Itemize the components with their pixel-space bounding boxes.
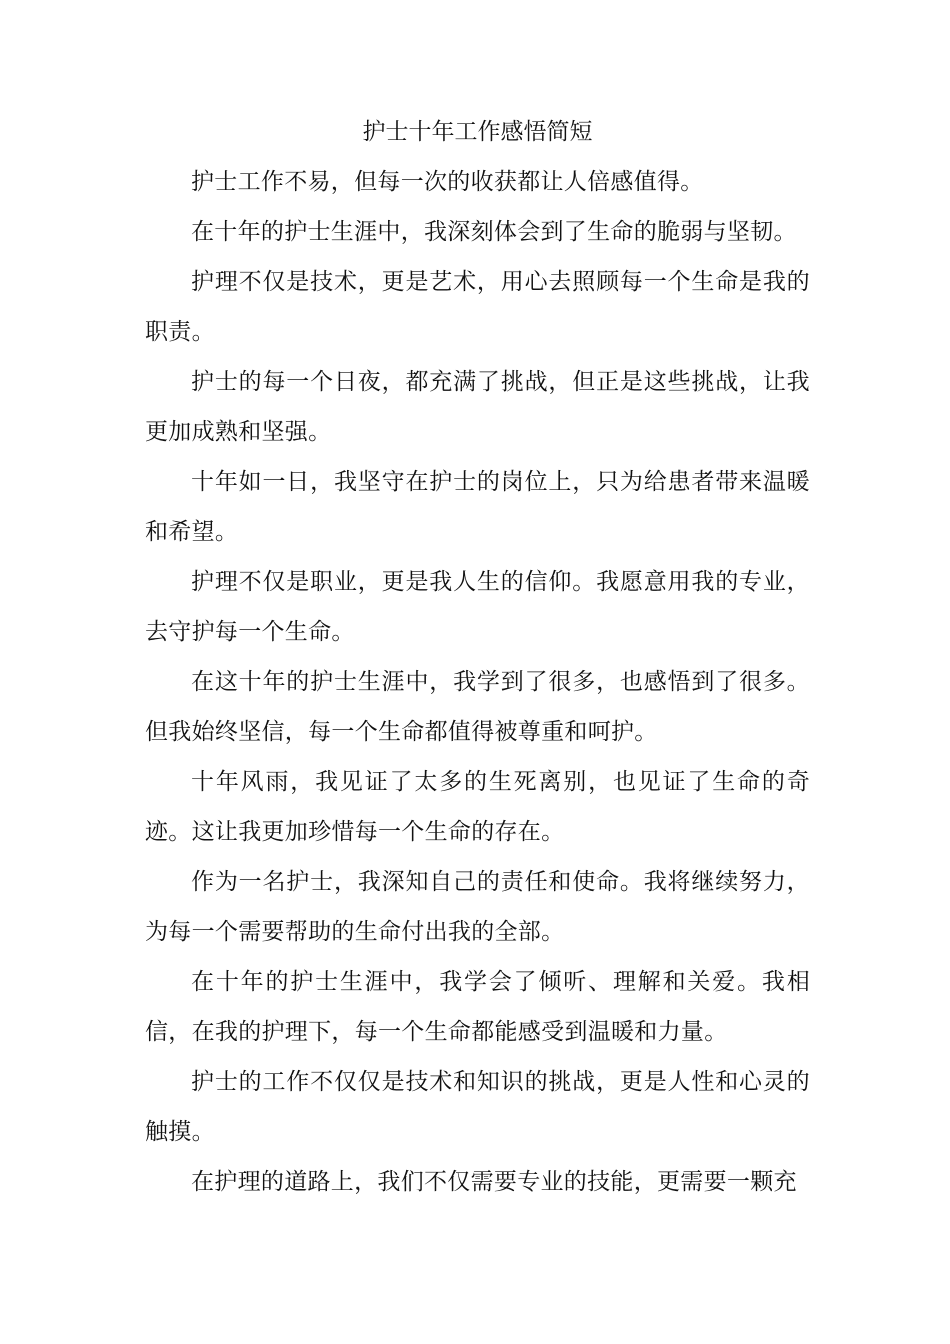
paragraph: 在这十年的护士生涯中，我学到了很多，也感悟到了很多。但我始终坚信，每一个生命都值得被尊重和呵护。 xyxy=(145,669,810,745)
paragraph: 护士工作不易，但每一次的收获都让人倍感值得。 xyxy=(191,169,704,195)
paragraph: 十年风雨，我见证了太多的生死离别，也见证了生命的奇迹。这让我更加珍惜每一个生命的存在。 xyxy=(145,769,810,845)
paragraph: 护理不仅是职业，更是我人生的信仰。我愿意用我的专业，去守护每一个生命。 xyxy=(145,569,810,645)
document-title: 护士十年工作感悟简短 xyxy=(362,119,593,145)
paragraph: 护士的工作不仅仅是技术和知识的挑战，更是人性和心灵的触摸。 xyxy=(145,1069,810,1145)
paragraph: 在十年的护士生涯中，我深刻体会到了生命的脆弱与坚韧。 xyxy=(191,219,797,245)
paragraph: 十年如一日，我坚守在护士的岗位上，只为给患者带来温暖和希望。 xyxy=(145,469,810,545)
paragraph: 护理不仅是技术，更是艺术，用心去照顾每一个生命是我的职责。 xyxy=(145,269,810,345)
document-body xyxy=(145,107,810,1207)
paragraph: 护士的每一个日夜，都充满了挑战，但正是这些挑战，让我更加成熟和坚强。 xyxy=(145,369,810,445)
paragraph: 作为一名护士，我深知自己的责任和使命。我将继续努力，为每一个需要帮助的生命付出我的全部。 xyxy=(145,869,810,945)
paragraph: 在护理的道路上，我们不仅需要专业的技能，更需要一颗充 xyxy=(191,1169,797,1195)
paragraph: 在十年的护士生涯中，我学会了倾听、理解和关爱。我相信，在我的护理下，每一个生命都能感受到温暖和力量。 xyxy=(145,969,810,1045)
